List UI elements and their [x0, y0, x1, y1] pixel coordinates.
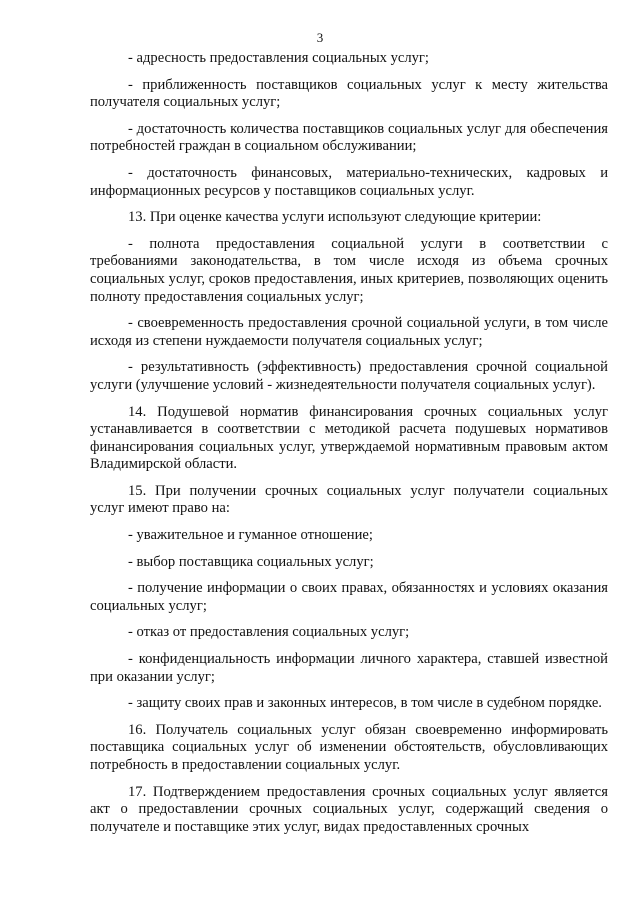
- paragraph-16-obligation: 16. Получатель социальных услуг обязан своевременно информировать поставщика социальных услуг об изменении обстоятельств, обусловливающих потребность в предоставлении социальных услуг.: [90, 721, 608, 773]
- paragraph-resource-sufficiency: - достаточность финансовых, материально-технических, кадровых и информационных ресурсов у поставщиков социальных услуг.: [90, 164, 608, 199]
- paragraph-address-targeting: - адресность предоставления социальных услуг;: [128, 50, 429, 66]
- paragraph-confidentiality: - конфиденциальность информации личного характера, ставшей известной при оказании услуг;: [90, 651, 608, 685]
- paragraph-completeness: - полнота предоставления социальной услуги в соответствии с требованиями законодательства, в том числе исходя из объема срочных социальных услуг, сроков предоставления, иных критериев, позволяющих оценить полноту предоставления социальных услуг;: [90, 235, 608, 305]
- paragraph-respect: - уважительное и гуманное отношение;: [128, 527, 373, 544]
- paragraph-protection: - защиту своих прав и законных интересов, в том числе в судебном порядке.: [128, 695, 602, 712]
- paragraph-provider-sufficiency: - достаточность количества поставщиков социальных услуг для обеспечения потребностей граждан в социальном обслуживании;: [90, 120, 608, 155]
- paragraph-timeliness: - своевременность предоставления срочной социальной услуги, в том числе исходя из степени нуждаемости получателя социальных услуг;: [90, 315, 608, 349]
- paragraph-provider-choice: - выбор поставщика социальных услуг;: [128, 553, 374, 570]
- page-number: 3: [316, 30, 324, 45]
- paragraph-17-confirmation: 17. Подтверждением предоставления срочных социальных услуг является акт о предоставлении срочных социальных услуг, содержащий сведения о получателе и поставщике этих услуг, видах предоставленных срочных: [90, 783, 608, 835]
- paragraph-13-criteria: 13. При оценке качества услуги используют следующие критерии:: [128, 209, 542, 226]
- document-body: [90, 50, 608, 845]
- paragraph-15-rights: 15. При получении срочных социальных услуг получатели социальных услуг имеют право на:: [90, 482, 608, 517]
- paragraph-14-funding: 14. Подушевой норматив финансирования срочных социальных услуг устанавливается в соответствии с методикой расчета подушевых нормативов финансирования социальных услуг, утверждаемой нормативным правовым актом Владимирской области.: [90, 403, 608, 473]
- paragraph-refusal: - отказ от предоставления социальных услуг;: [128, 624, 410, 641]
- paragraph-proximity: - приближенность поставщиков социальных услуг к месту жительства получателя социальных услуг;: [90, 76, 608, 111]
- paragraph-information: - получение информации о своих правах, обязанностях и условиях оказания социальных услуг;: [90, 580, 608, 614]
- paragraph-effectiveness: - результативность (эффективность) предоставления срочной социальной услуги (улучшение условий - жизнедеятельности получателя социальных услуг).: [90, 359, 608, 393]
